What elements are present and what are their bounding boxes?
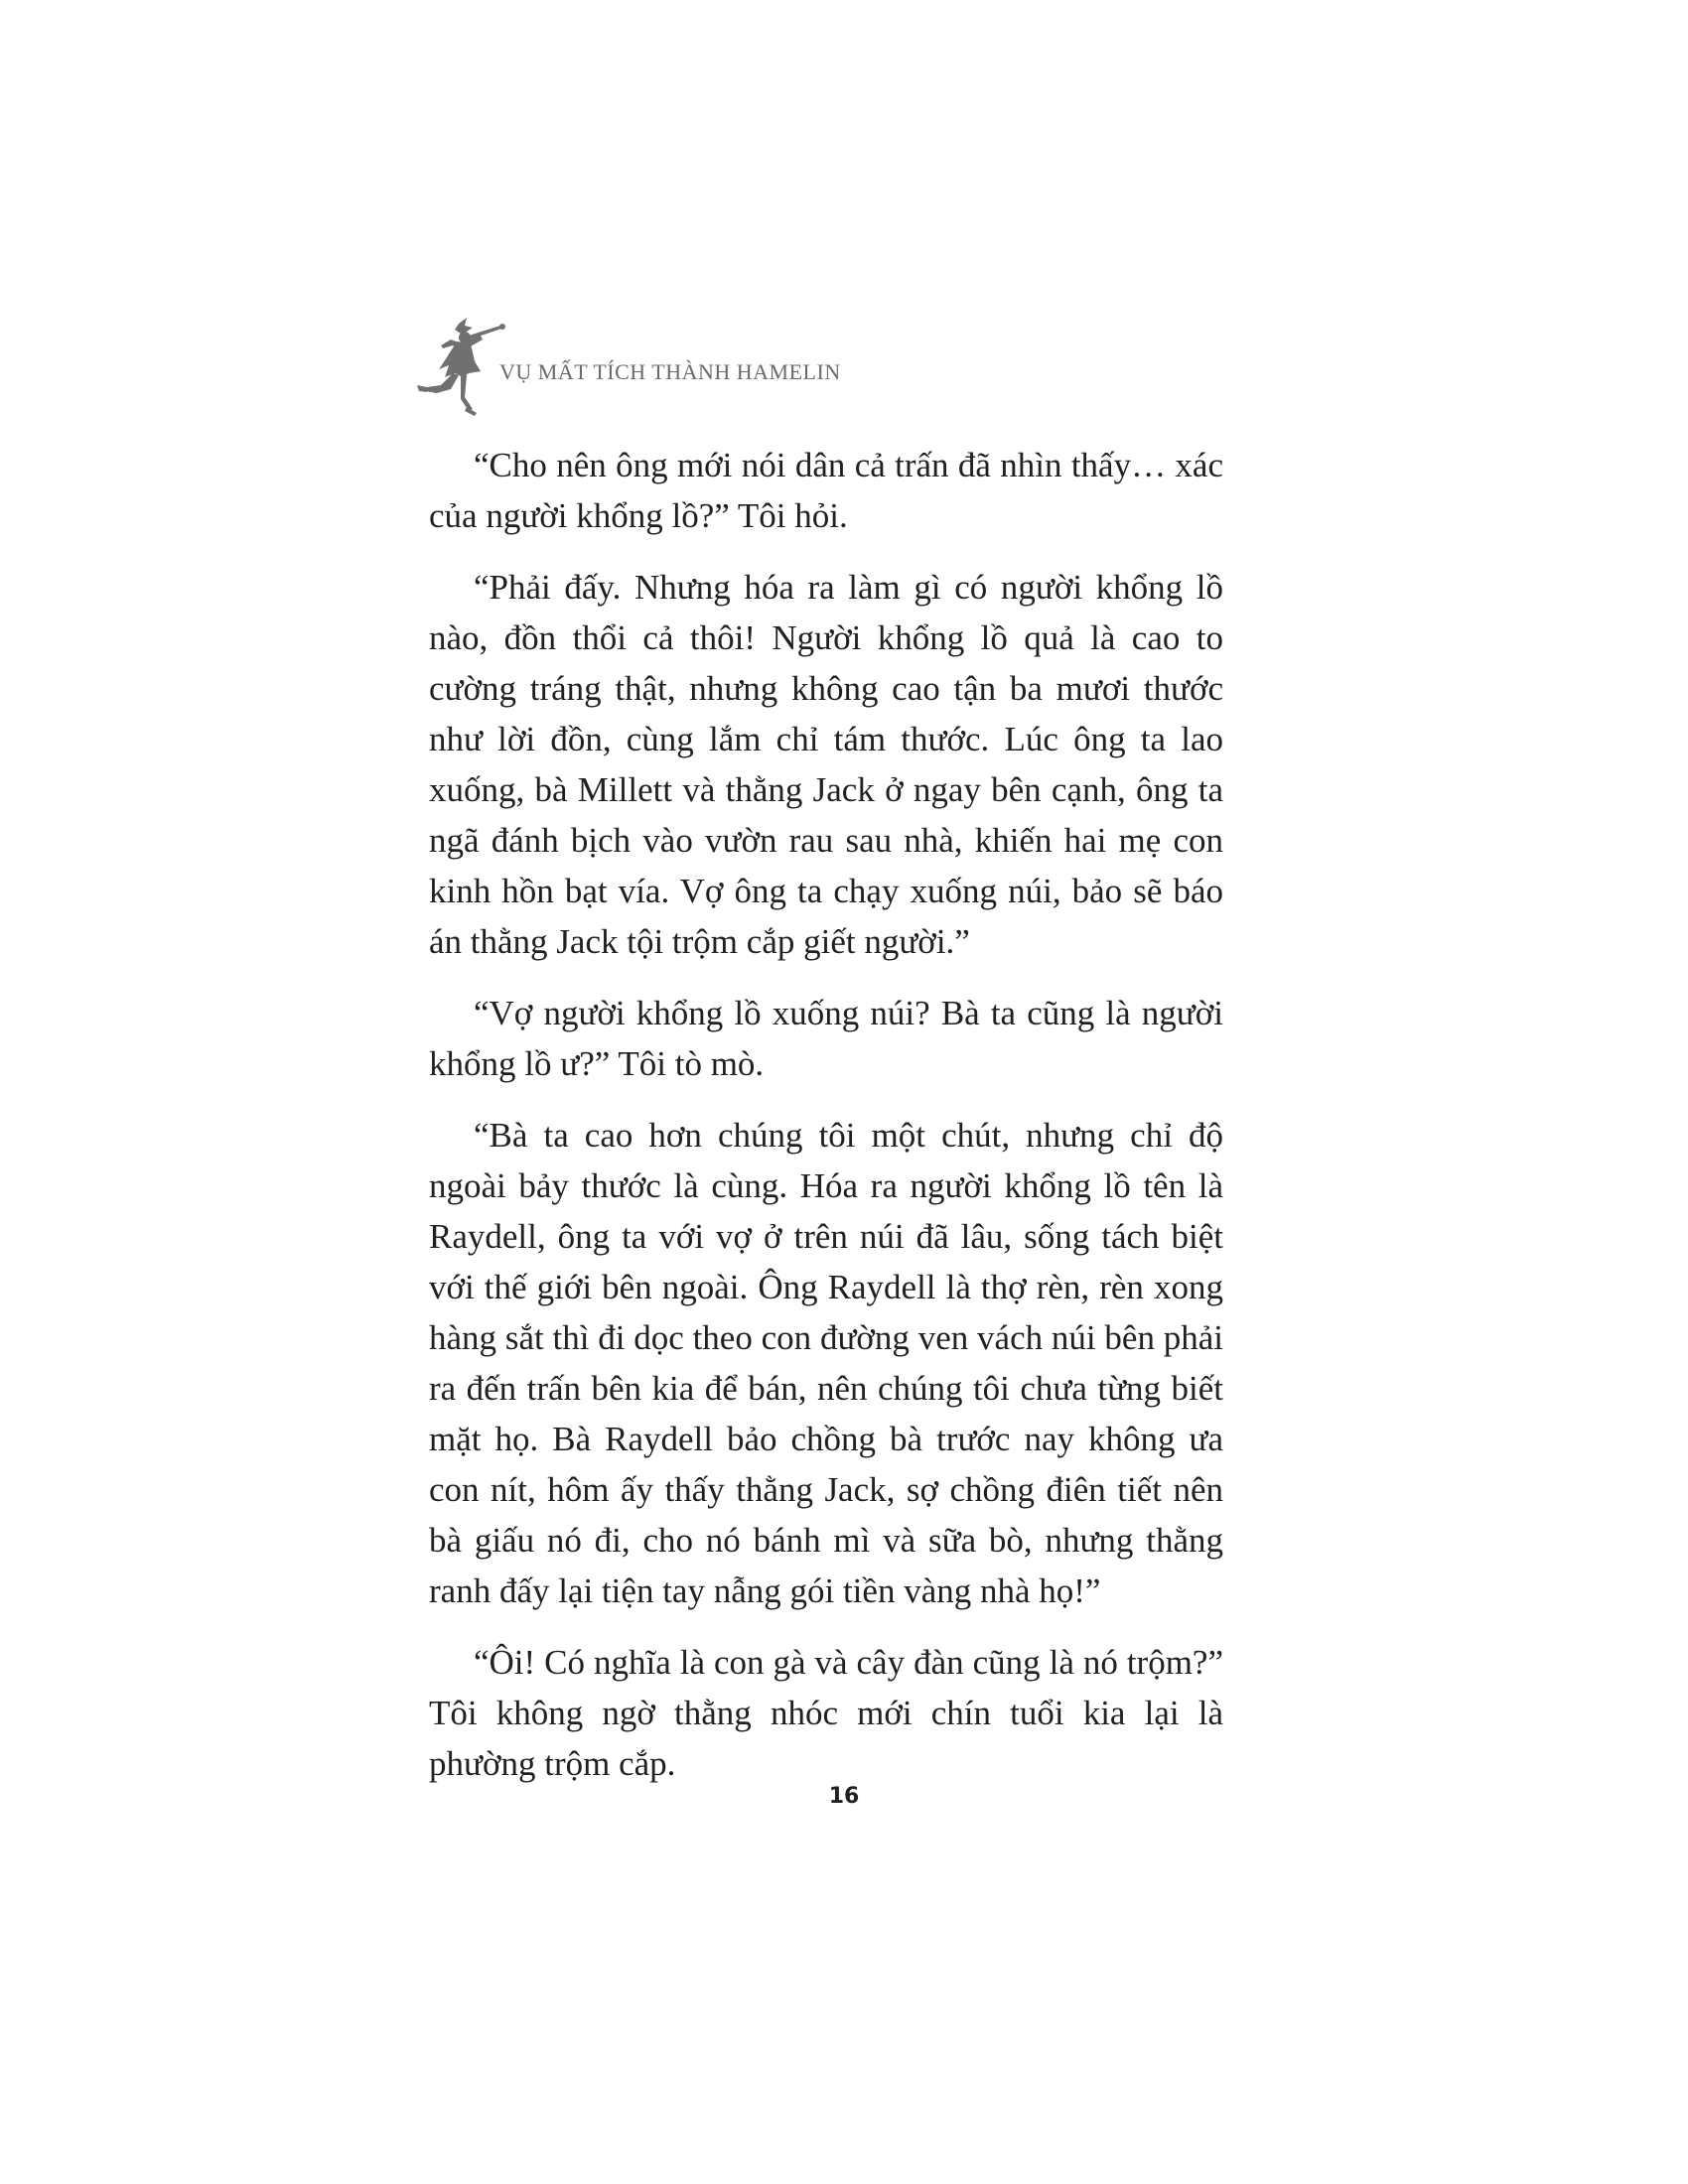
paragraph: “Ôi! Có nghĩa là con gà và cây đàn cũng là nó trộm?” Tôi không ngờ thằng nhóc mới chín tuổi kia lại là phường trộm cắp.	[429, 1643, 1223, 1783]
paragraph: “Vợ người khổng lồ xuống núi? Bà ta cũng là người khổng lồ ư?” Tôi tò mò.	[429, 994, 1223, 1083]
page-number: 16	[828, 1784, 860, 1809]
paragraph: “Phải đấy. Nhưng hóa ra làm gì có người khổng lồ nào, đồn thổi cả thôi! Người khổng lồ quả là cao to cường tráng thật, nhưng không cao tận ba mươi thước như lời đồn, cùng lắm chỉ tám thước. Lúc ông ta lao xuống, bà Millett và thằng Jack ở ngay bên cạnh, ông ta ngã đánh bịch vào vườn rau sau nhà, khiến hai mẹ con kinh hồn bạt vía. Vợ ông ta chạy xuống núi, bảo sẽ báo án thằng Jack tội trộm cắp giết người.”	[429, 568, 1223, 961]
paragraph: “Cho nên ông mới nói dân cả trấn đã nhìn thấy… xác của người khổng lồ?” Tôi hỏi.	[429, 446, 1223, 535]
running-header	[415, 316, 1309, 425]
paragraph: “Bà ta cao hơn chúng tôi một chút, nhưng chỉ độ ngoài bảy thước là cùng. Hóa ra người khổng lồ tên là Raydell, ông ta với vợ ở trên núi đã lâu, sống tách biệt với thế giới bên ngoài. Ông Raydell là thợ rèn, rèn xong hàng sắt thì đi dọc theo con đường ven vách núi bên phải ra đến trấn bên kia để bán, nên chúng tôi chưa từng biết mặt họ. Bà Raydell bảo chồng bà trước nay không ưa con nít, hôm ấy thấy thằng Jack, sợ chồng điên tiết nên bà giấu nó đi, cho nó bánh mì và sữa bò, nhưng thằng ranh đấy lại tiện tay nẫng gói tiền vàng nhà họ!”	[429, 1116, 1223, 1610]
chapter-body	[429, 440, 1223, 1810]
running-title: VỤ MẤT TÍCH THÀNH HAMELIN	[499, 359, 841, 384]
